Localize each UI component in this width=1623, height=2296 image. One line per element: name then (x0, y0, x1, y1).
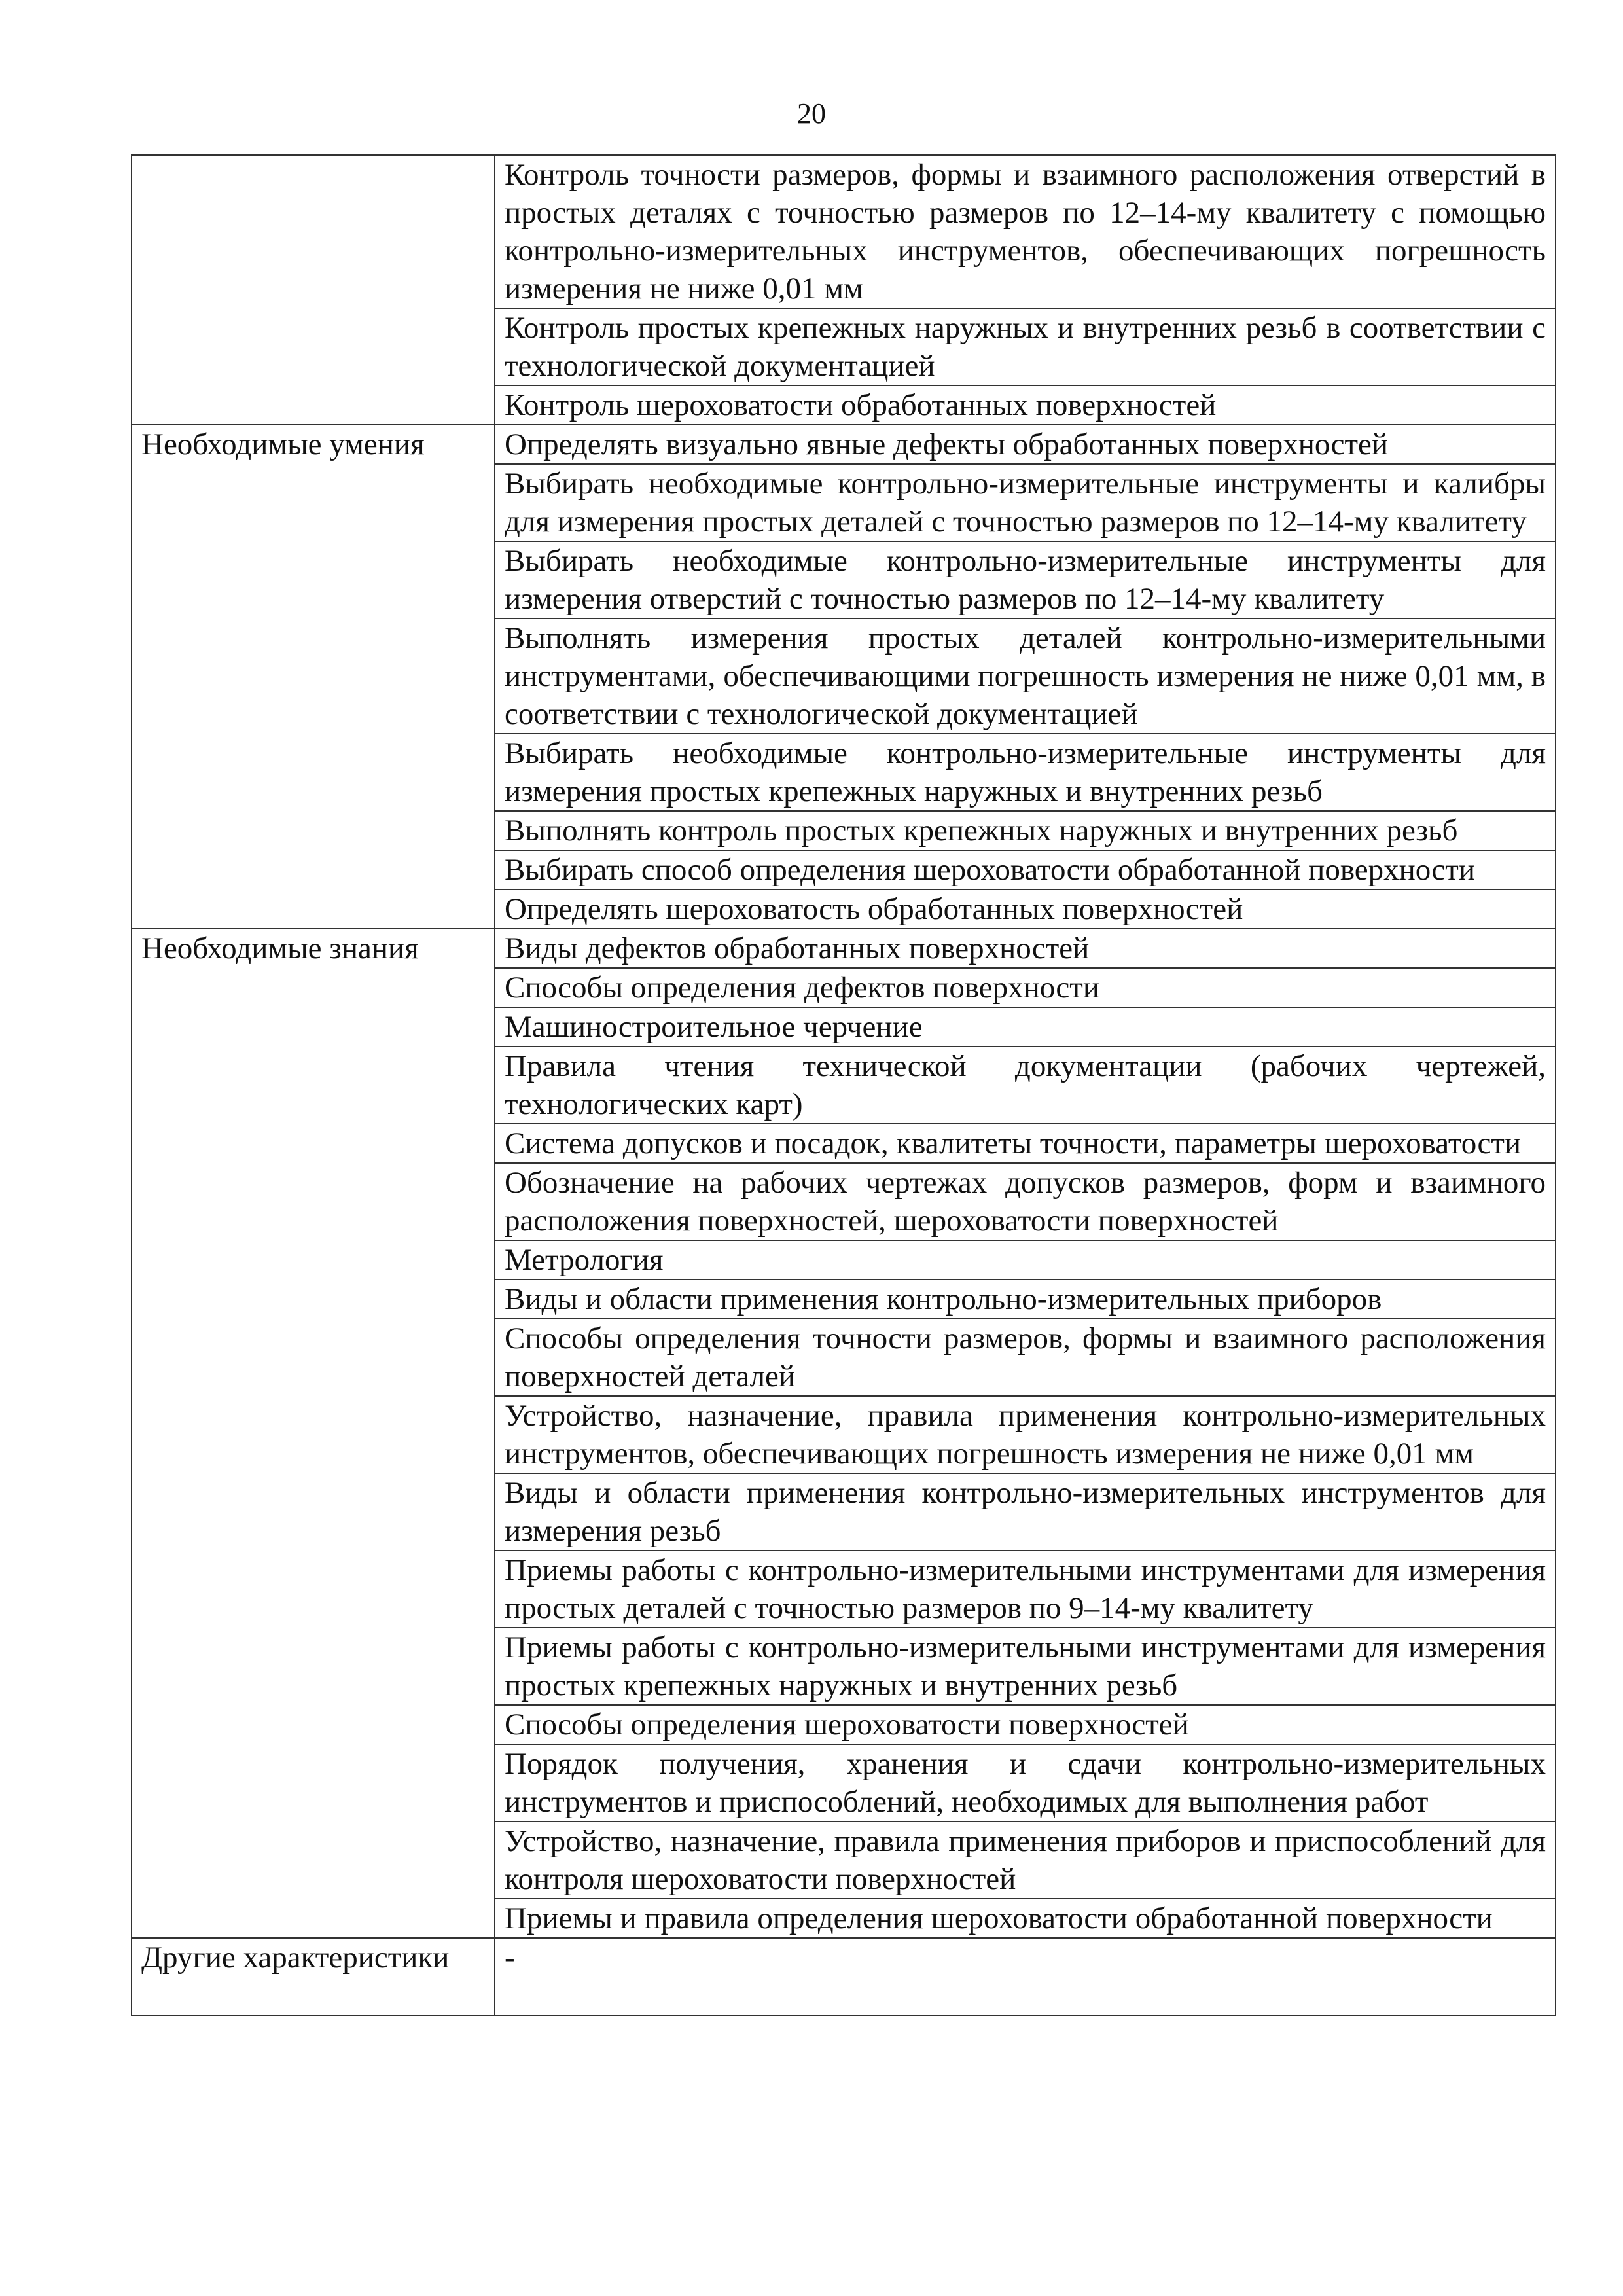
skill-item: Выбирать необходимые контрольно-измерительные инструменты и калибры для измерения простых деталей с точностью размеров по 12–14-му квалитету (495, 464, 1556, 541)
empty-label-cell (132, 155, 495, 425)
knowledge-item: Обозначение на рабочих чертежах допусков размеров, форм и взаимного расположения поверхностей, шероховатости поверхностей (495, 1163, 1556, 1240)
skill-item: Выбирать способ определения шероховатости обработанной поверхности (495, 850, 1556, 889)
knowledge-item: Правила чтения технической документации (рабочих чертежей, технологических карт) (495, 1047, 1556, 1124)
knowledge-item: Способы определения дефектов поверхности (495, 968, 1556, 1007)
knowledge-item: Устройство, назначение, правила применения контрольно-измерительных инструментов, обеспечивающих погрешность измерения не ниже 0,01 мм (495, 1396, 1556, 1473)
skills-label: Необходимые умения (132, 425, 495, 929)
knowledge-item: Виды и области применения контрольно-измерительных инструментов для измерения резьб (495, 1473, 1556, 1551)
knowledge-item: Виды и области применения контрольно-измерительных приборов (495, 1280, 1556, 1319)
knowledge-item: Метрология (495, 1240, 1556, 1280)
table-row (132, 425, 1556, 464)
page-number: 20 (797, 98, 826, 130)
table-row (132, 155, 1556, 308)
table-row (132, 929, 1556, 968)
knowledge-item: Машиностроительное черчение (495, 1007, 1556, 1047)
knowledge-label: Необходимые знания (132, 929, 495, 1938)
knowledge-item: Способы определения шероховатости поверхностей (495, 1705, 1556, 1744)
knowledge-item: Устройство, назначение, правила применения приборов и приспособлений для контроля шероховатости поверхностей (495, 1821, 1556, 1899)
knowledge-item: Виды дефектов обработанных поверхностей (495, 929, 1556, 968)
skill-item: Определять визуально явные дефекты обработанных поверхностей (495, 425, 1556, 464)
knowledge-item: Способы определения точности размеров, формы и взаимного расположения поверхностей деталей (495, 1319, 1556, 1396)
labor-action-cell: Контроль простых крепежных наружных и внутренних резьб в соответствии с технологической документацией (495, 308, 1556, 386)
labor-action-cell: Контроль шероховатости обработанных поверхностей (495, 386, 1556, 425)
other-label: Другие характеристики (132, 1938, 495, 2015)
other-value: - (495, 1938, 1556, 2015)
skill-item: Выполнять измерения простых деталей контрольно-измерительными инструментами, обеспечивающими погрешность измерения не ниже 0,01 мм, в соответствии с технологической документацией (495, 619, 1556, 734)
skill-item: Выбирать необходимые контрольно-измерительные инструменты для измерения отверстий с точностью размеров по 12–14-му квалитету (495, 541, 1556, 619)
skill-item: Выполнять контроль простых крепежных наружных и внутренних резьб (495, 811, 1556, 850)
knowledge-item: Приемы работы с контрольно-измерительными инструментами для измерения простых деталей с точностью размеров по 9–14-му квалитету (495, 1551, 1556, 1628)
labor-action-cell: Контроль точности размеров, формы и взаимного расположения отверстий в простых деталях с точностью размеров по 12–14-му квалитету с помощью контрольно-измерительных инструментов, обеспечивающих погрешность измерения не ниже 0,01 мм (495, 155, 1556, 308)
skill-item: Определять шероховатость обработанных поверхностей (495, 889, 1556, 929)
work-function-table (131, 154, 1556, 2016)
knowledge-item: Система допусков и посадок, квалитеты точности, параметры шероховатости (495, 1124, 1556, 1163)
knowledge-item: Приемы и правила определения шероховатости обработанной поверхности (495, 1899, 1556, 1938)
table-row (132, 1938, 1556, 2015)
knowledge-item: Порядок получения, хранения и сдачи контрольно-измерительных инструментов и приспособлений, необходимых для выполнения работ (495, 1744, 1556, 1821)
skill-item: Выбирать необходимые контрольно-измерительные инструменты для измерения простых крепежных наружных и внутренних резьб (495, 734, 1556, 811)
knowledge-item: Приемы работы с контрольно-измерительными инструментами для измерения простых крепежных наружных и внутренних резьб (495, 1628, 1556, 1705)
